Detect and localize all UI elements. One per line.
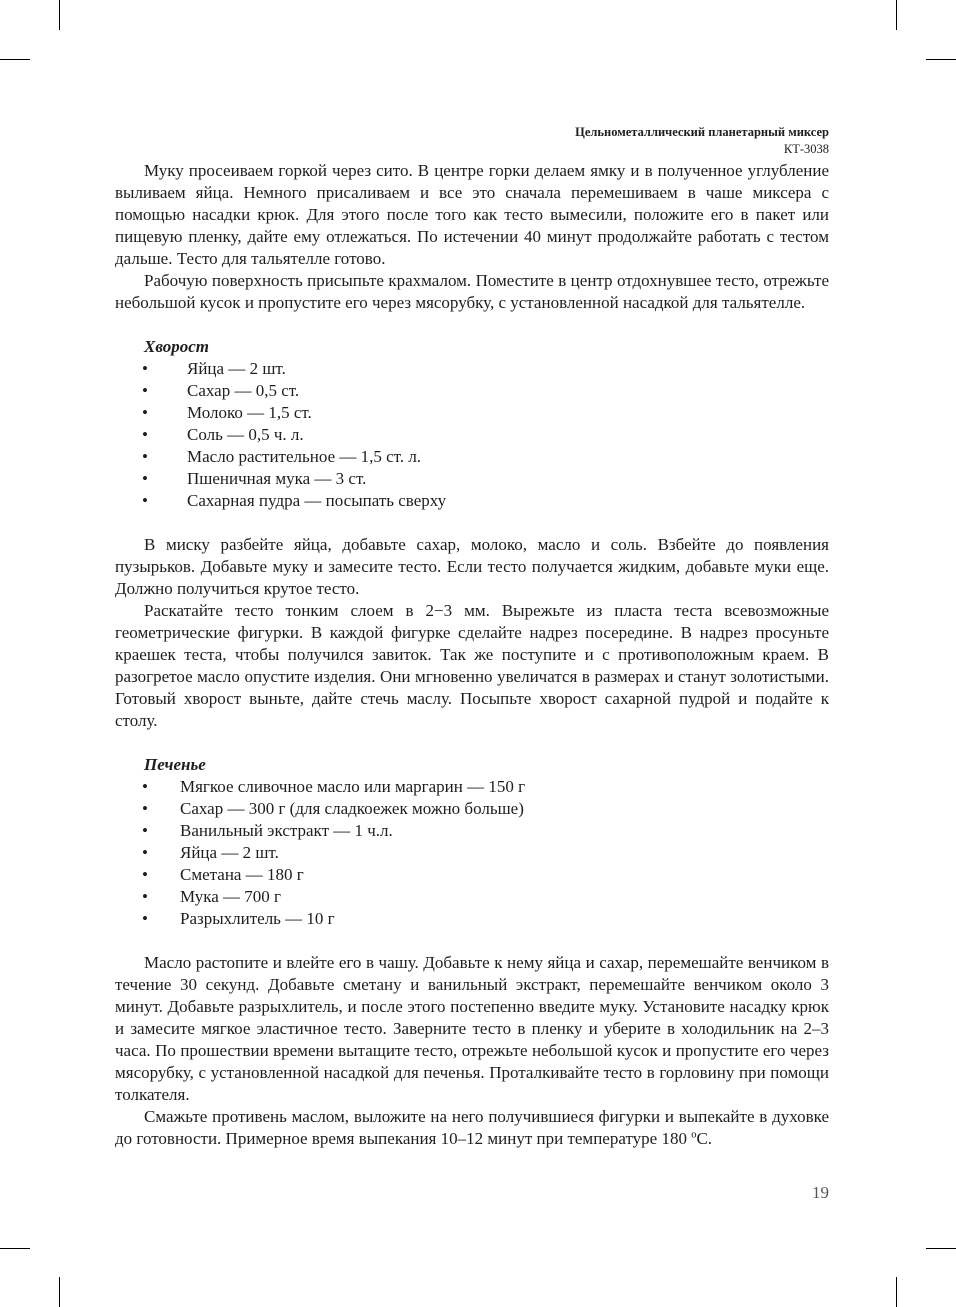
pechenye-paragraph-2: Смажьте противень маслом, выложите на него получившиеся фигурки и выпекайте в духовке до готовности. Примерное время выпекания 10–12 минут при температуре 180 ºС. (115, 1107, 829, 1148)
list-item: • Молоко — 1,5 ст. (142, 403, 312, 422)
bullet-icon: • (142, 491, 148, 510)
list-item: • Мягкое сливочное масло или маргарин — 150 г (142, 777, 526, 796)
crop-mark-top-left (59, 0, 60, 30)
crop-mark-bottom-right (896, 1277, 897, 1307)
spacer (115, 314, 829, 336)
bullet-icon: • (142, 821, 148, 840)
list-item: • Ванильный экстракт — 1 ч.л. (142, 821, 393, 840)
list-item: • Яйца — 2 шт. (142, 359, 286, 378)
bullet-icon: • (142, 425, 148, 444)
bullet-icon: • (142, 843, 148, 862)
bullet-icon: • (142, 381, 148, 400)
intro-paragraph-2: Рабочую поверхность присыпьте крахмалом. Поместите в центр отдохнувшее тесто, отрежьте небольшой кусок и пропустите его через мясорубку, с установленной насадкой для тальятелле. (115, 271, 829, 312)
ingredient-list-khvorost (115, 358, 829, 512)
spacer (115, 732, 829, 754)
list-item: • Масло растительное — 1,5 ст. л. (142, 447, 422, 466)
bullet-icon: • (142, 447, 148, 466)
header-model: КТ-3038 (783, 142, 829, 156)
khvorost-paragraph-2: Раскатайте тесто тонким слоем в 2−3 мм. Вырежьте из пласта теста всевозможные геометрические фигурки. В каждой фигурке сделайте надрез посередине. В надрез просуньте краешек теста, чтобы получился завиток. Так же поступите и с противоположным краем. В разогретое масло опустите изделия. Они мгновенно увеличатся в размерах и станут золотистыми. Готовый хворост выньте, дайте стечь маслу. Посыпьте хворост сахарной пудрой и подайте к столу. (115, 601, 829, 730)
bullet-icon: • (142, 777, 148, 796)
bullet-icon: • (142, 909, 148, 928)
page-content (115, 160, 829, 1150)
list-item: • Пшеничная мука — 3 ст. (142, 469, 367, 488)
pechenye-paragraph-1: Масло растопите и влейте его в чашу. Добавьте к нему яйца и сахар, перемешайте венчиком в течение 30 секунд. Добавьте сметану и ванильный экстракт, перемешайте венчиком около 3 минут. Добавьте разрыхлитель, и после этого постепенно введите муку. Установите насадку крюк и замесите мягкое эластичное тесто. Заверните тесто в пленку и уберите в холодильник на 2–3 часа. По прошествии времени вытащите тесто, отрежьте небольшой кусок и пропустите его через мясорубку, с установленной насадкой для печенья. Проталкивайте тесто в горловину при помощи толкателя. (115, 953, 829, 1104)
intro-paragraph-1: Муку просеиваем горкой через сито. В центре горки делаем ямку и в полученное углубление выливаем яйца. Немного присаливаем и все это сначала перемешиваем в чаше миксера с помощью насадки крюк. Для этого после того как тесто вымесили, положите его в пакет или пищевую пленку, дайте ему отлежаться. По истечении 40 минут продолжайте работать с тестом дальше. Тесто для тальятелле готово. (115, 161, 829, 268)
crop-mark-bottom-left-h (0, 1248, 30, 1249)
spacer (115, 512, 829, 534)
crop-mark-top-right (896, 0, 897, 30)
crop-mark-bottom-left (59, 1277, 60, 1307)
list-item: • Сахар — 0,5 ст. (142, 381, 300, 400)
bullet-icon: • (142, 799, 148, 818)
crop-mark-bottom-right-h (926, 1248, 956, 1249)
list-item: • Сахарная пудра — посыпать сверху (142, 491, 447, 510)
section-title-pechenye: Печенье (144, 755, 206, 774)
crop-mark-top-right-h (926, 59, 956, 60)
page-number: 19 (812, 1183, 829, 1202)
list-item: • Мука — 700 г (142, 887, 281, 906)
bullet-icon: • (142, 469, 148, 488)
bullet-icon: • (142, 887, 148, 906)
list-item: • Соль — 0,5 ч. л. (142, 425, 304, 444)
running-header (575, 124, 829, 158)
list-item: • Сметана — 180 г (142, 865, 304, 884)
ingredient-list-pechenye (115, 776, 829, 930)
list-item: • Яйца — 2 шт. (142, 843, 279, 862)
bullet-icon: • (142, 865, 148, 884)
crop-mark-top-left-h (0, 59, 30, 60)
bullet-icon: • (142, 359, 148, 378)
khvorost-paragraph-1: В миску разбейте яйца, добавьте сахар, молоко, масло и соль. Взбейте до появления пузырьков. Добавьте муку и замесите тесто. Если тесто получается жидким, добавьте муки еще. Должно получиться крутое тесто. (115, 535, 829, 598)
bullet-icon: • (142, 403, 148, 422)
spacer (115, 930, 829, 952)
list-item: • Разрыхлитель — 10 г (142, 909, 335, 928)
header-title: Цельнометаллический планетарный миксер (575, 125, 829, 139)
section-title-khvorost: Хворост (144, 337, 209, 356)
list-item: • Сахар — 300 г (для сладкоежек можно больше) (142, 799, 524, 818)
